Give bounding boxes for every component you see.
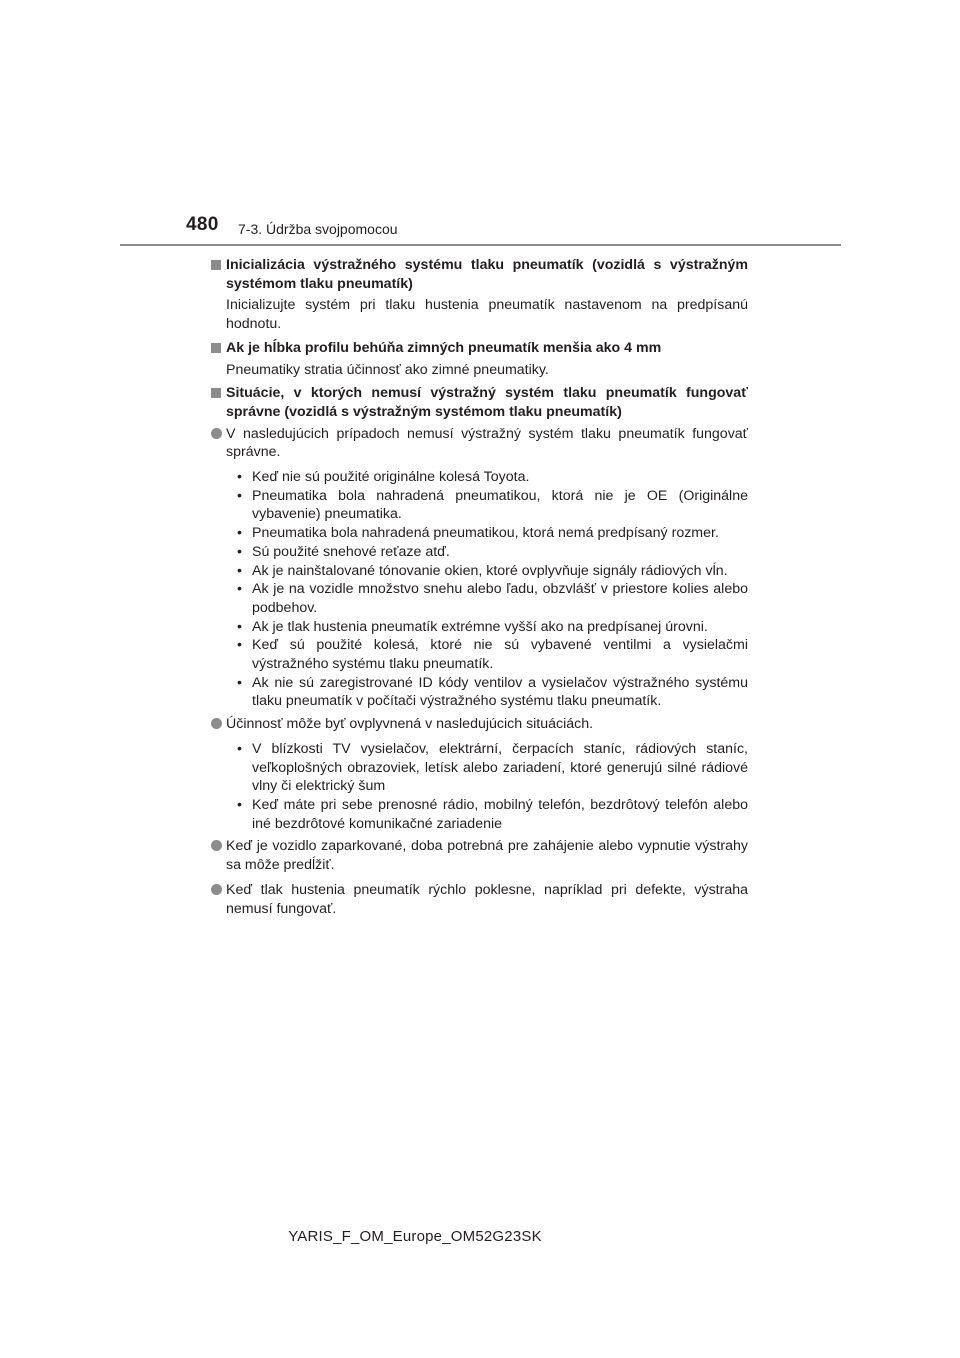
list-item: • Ak je nainštalované tónovanie okien, ktoré ovplyvňuje signály rádiových vĺn. bbox=[237, 562, 728, 579]
header-divider bbox=[120, 244, 841, 246]
bullet-dot-icon: • bbox=[237, 487, 242, 504]
circle-bullet-item: Keď tlak hustenia pneumatík rýchlo poklesne, napríklad pri defekte, výstraha nemusí fungovať. bbox=[211, 881, 748, 918]
list-item: • Pneumatika bola nahradená pneumatikou, ktorá nemá predpísaný rozmer. bbox=[237, 525, 719, 542]
list-item: • Ak je tlak hustenia pneumatík extrémne vyšší ako na predpísanej úrovni. bbox=[237, 618, 708, 635]
list-item: • Keď nie sú použité originálne kolesá Toyota. bbox=[237, 469, 530, 486]
circle-bullet-item: V nasledujúcich prípadoch nemusí výstražný systém tlaku pneumatík fungovať správne. bbox=[211, 425, 748, 462]
page-footer bbox=[0, 1228, 960, 1245]
bullet-dot-icon: • bbox=[237, 562, 242, 579]
circle-bullet-icon bbox=[211, 718, 222, 729]
page-header bbox=[0, 0, 960, 250]
page-content bbox=[211, 256, 748, 924]
sub-list bbox=[211, 468, 748, 711]
list-item: • Ak nie sú zaregistrované ID kódy ventilov a vysielačov výstražného systému tlaku pneumatík v počítači výstražného systému tlaku pneumatík. bbox=[237, 674, 748, 710]
page-number: 480 bbox=[186, 214, 219, 235]
list-item: • V blízkosti TV vysielačov, elektrární, čerpacích staníc, rádiových staníc, veľkoplošných obrazoviek, letísk alebo zariadení, ktoré generujú silné rádiové vlny či elektrický šum bbox=[237, 740, 748, 795]
bullet-dot-icon: • bbox=[237, 618, 242, 635]
circle-bullet-icon bbox=[211, 428, 222, 439]
list-item: • Ak je na vozidle množstvo snehu alebo ľadu, obzvlášť v priestore kolies alebo podbehov. bbox=[237, 581, 748, 616]
section-text: Pneumatiky stratia účinnosť ako zimné pneumatiky. bbox=[226, 361, 549, 378]
sub-list bbox=[211, 740, 748, 834]
circle-bullet-icon bbox=[211, 884, 222, 895]
bullet-dot-icon: • bbox=[237, 543, 242, 560]
circle-bullet-item: Keď je vozidlo zaparkované, doba potrebná pre zahájenie alebo vypnutie výstrahy sa môže predĺžiť. bbox=[211, 837, 748, 874]
square-bullet-icon bbox=[211, 260, 221, 270]
list-item: • Keď máte pri sebe prenosné rádio, mobilný telefón, bezdrôtový telefón alebo iné bezdrôtové komunikačné zariadenie bbox=[237, 796, 748, 832]
section-warning-system-limitations bbox=[211, 384, 748, 918]
section-title: 7-3. Údržba svojpomocou bbox=[238, 221, 398, 237]
circle-bullet-icon bbox=[211, 840, 222, 851]
document-code: YARIS_F_OM_Europe_OM52G23SK bbox=[288, 1228, 542, 1245]
square-bullet-icon bbox=[211, 343, 221, 353]
section-winter-tire-tread bbox=[211, 339, 748, 379]
square-bullet-icon bbox=[211, 388, 221, 398]
bullet-dot-icon: • bbox=[237, 581, 242, 598]
section-heading: Ak je hĺbka profilu behúňa zimných pneumatík menšia ako 4 mm bbox=[211, 339, 748, 358]
bullet-dot-icon: • bbox=[237, 637, 242, 654]
list-item: • Pneumatika bola nahradená pneumatikou, ktorá nie je OE (Originálne vybavenie) pneumatika. bbox=[237, 487, 748, 523]
section-heading: Situácie, v ktorých nemusí výstražný systém tlaku pneumatík fungovať správne (vozidlá s výstražným systémom tlaku pneumatík) bbox=[211, 384, 748, 421]
list-item: • Keď sú použité kolesá, ktoré nie sú vybavené ventilmi a vysielačmi výstražného systému tlaku pneumatík. bbox=[237, 637, 748, 673]
bullet-dot-icon: • bbox=[237, 740, 242, 757]
list-item: • Sú použité snehové reťaze atď. bbox=[237, 543, 450, 560]
bullet-dot-icon: • bbox=[237, 674, 242, 691]
section-tire-pressure-initialization bbox=[211, 256, 748, 334]
circle-bullet-item: Účinnosť môže byť ovplyvnená v nasledujúcich situáciách. bbox=[211, 715, 748, 734]
bullet-dot-icon: • bbox=[237, 796, 242, 813]
bullet-dot-icon: • bbox=[237, 469, 242, 486]
section-text: Inicializujte systém pri tlaku hustenia pneumatík nastavenom na predpísanú hodnotu. bbox=[226, 297, 748, 333]
bullet-dot-icon: • bbox=[237, 525, 242, 542]
section-heading: Inicializácia výstražného systému tlaku pneumatík (vozidlá s výstražným systémom tlaku pneumatík) bbox=[211, 256, 748, 293]
